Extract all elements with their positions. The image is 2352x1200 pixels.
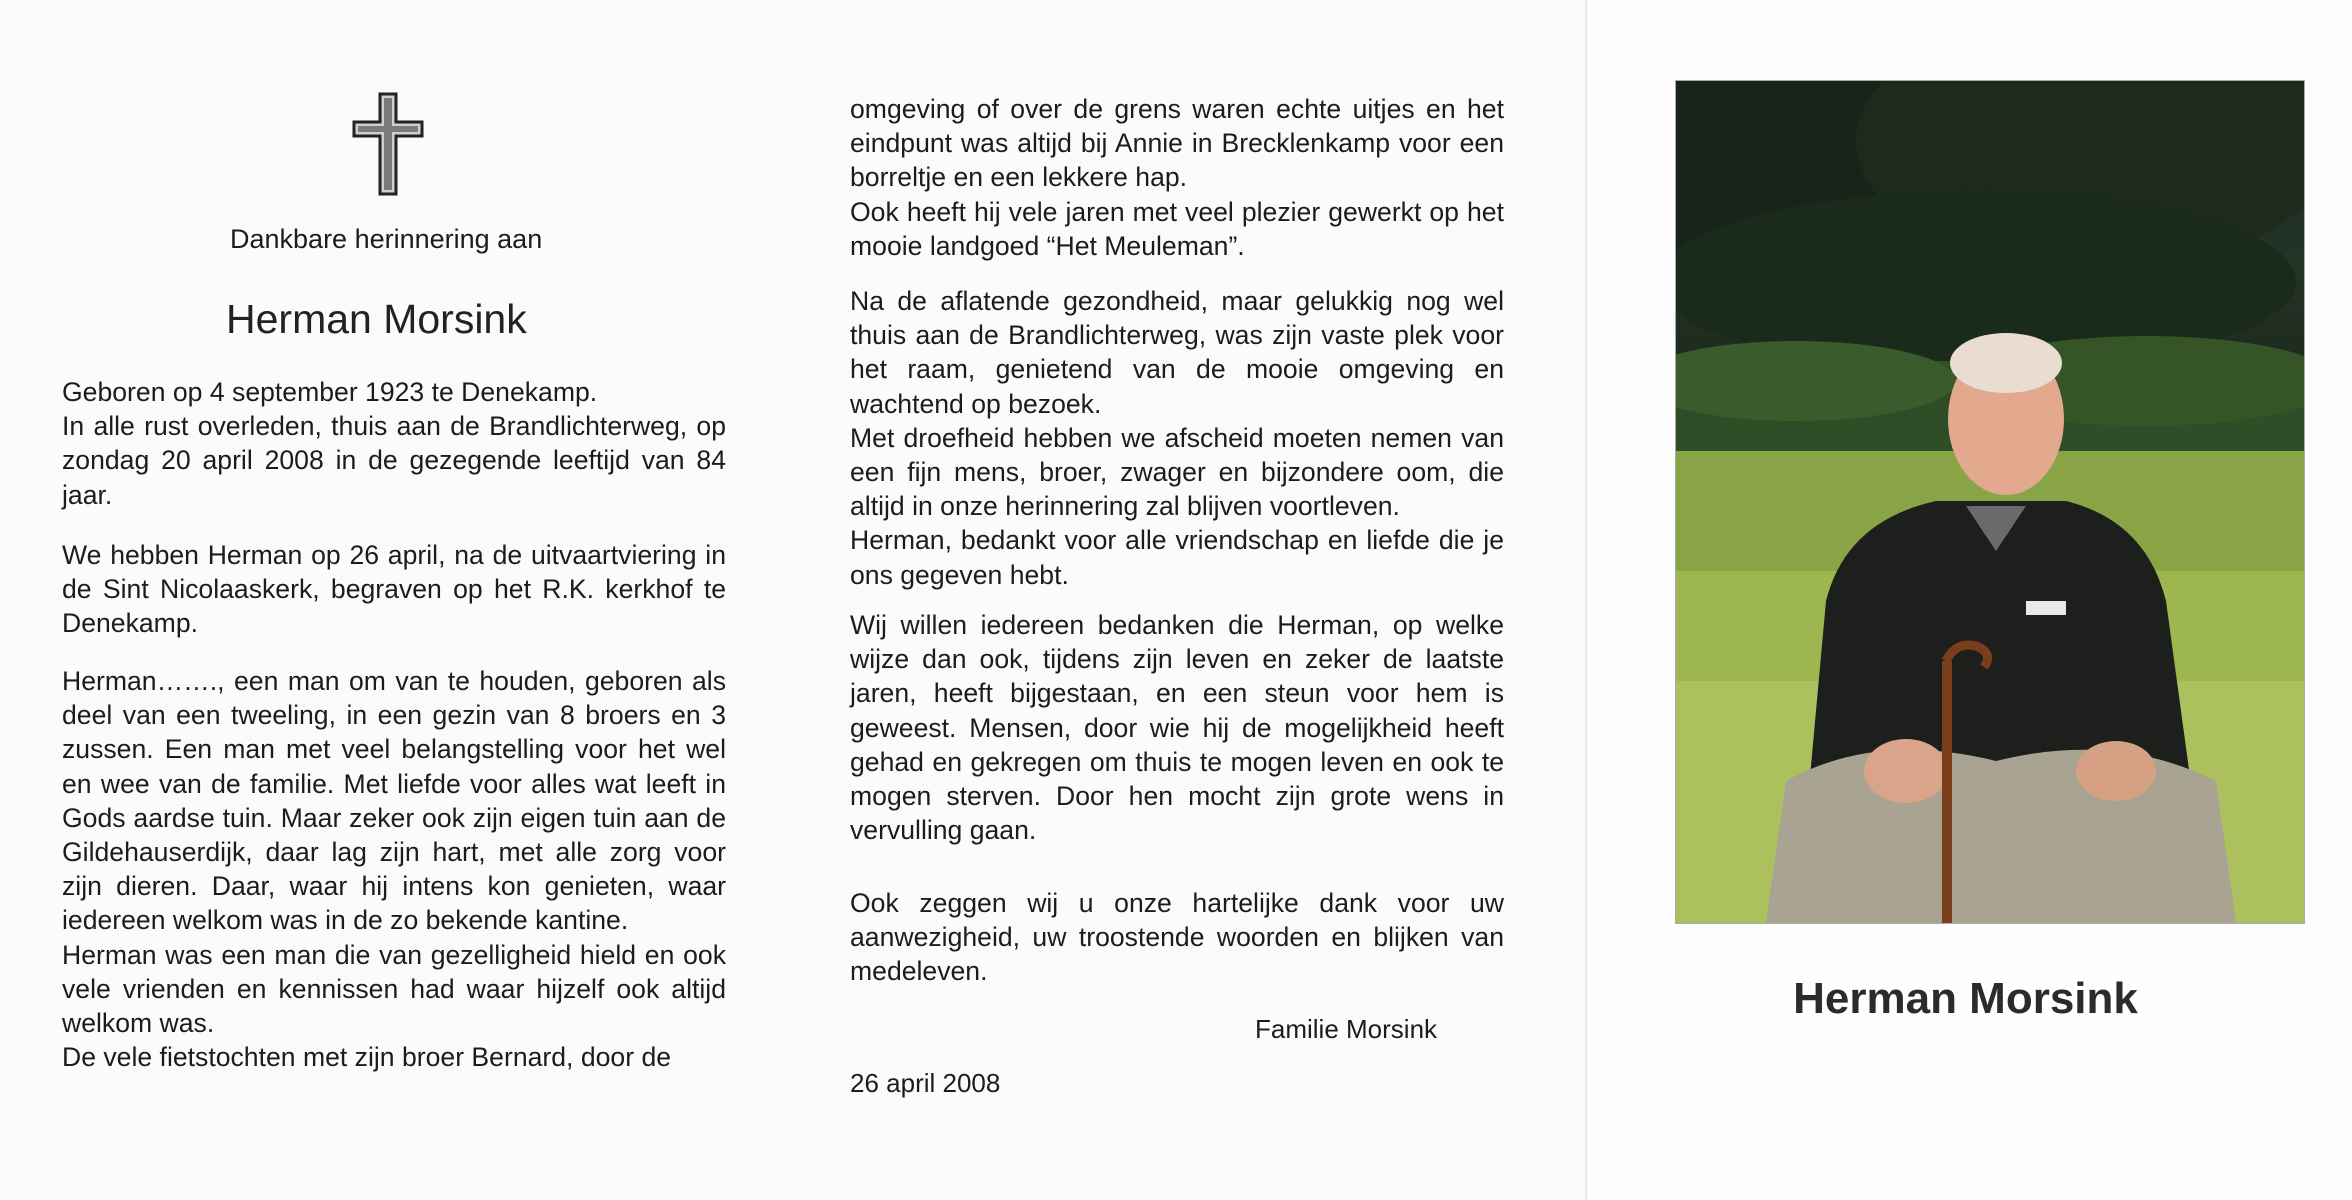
left-panel <box>0 0 780 1200</box>
trips-text: omgeving of over de grens waren echte uitjes en het eindpunt was altijd bij Annie in Brecklenkamp voor een borreltje en een lekkere hap. <box>850 94 1504 193</box>
gratitude-paragraph: Ook zeggen wij u onze hartelijke dank voor uw aanwezigheid, uw troostende woorden en blijken van medeleven. <box>850 888 1504 987</box>
right-panel <box>1587 0 2352 1200</box>
family-signature: Familie Morsink <box>1255 1014 1438 1044</box>
life-text-3: De vele fietstochten met zijn broer Bernard, door de <box>62 1042 672 1073</box>
cross-icon <box>352 92 424 196</box>
middle-panel <box>780 0 1587 1200</box>
deceased-name-heading: Herman Morsink <box>226 296 527 342</box>
sorrow-text: Met droefheid hebben we afscheid moeten nemen van een fijn mens, broer, zwager en bijzondere oom, die altijd in onze herinnering zal blijven voortleven. <box>850 422 1504 522</box>
death-line: In alle rust overleden, thuis aan de Brandlichterweg, op zondag 20 april 2008 in de gezegende leeftijd van 84 jaar. <box>62 411 726 510</box>
memorial-name: Herman Morsink <box>1793 974 2138 1023</box>
funeral-paragraph: We hebben Herman op 26 april, na de uitvaartviering in de Sint Nicolaaskerk, begraven op het R.K. kerkhof te Denekamp. <box>62 540 726 639</box>
birth-line: Geboren op 4 september 1923 te Denekamp. <box>62 377 598 407</box>
work-text: Ook heeft hij vele jaren met veel plezier gewerkt op het mooie landgoed “Het Meuleman”. <box>850 196 1504 261</box>
life-paragraph <box>62 664 726 1074</box>
farewell-paragraph <box>850 284 1504 592</box>
life-text-2: Herman was een man die van gezelligheid hield en ook vele vrienden en kennissen had waar hijzelf ook altijd welkom was. <box>62 939 726 1039</box>
health-text: Na de aflatende gezondheid, maar gelukkig nog wel thuis aan de Brandlichterweg, was zijn vaste plek voor het raam, genietend van de mooie omgeving en wachtend op bezoek. <box>850 286 1504 419</box>
birth-death-paragraph <box>62 375 726 512</box>
thanks-herman-text: Herman, bedankt voor alle vriendschap en liefde die je ons gegeven hebt. <box>850 525 1504 590</box>
card-date: 26 april 2008 <box>850 1068 1001 1098</box>
life-text-1: Herman……., een man om van te houden, geboren als deel van een tweeling, in een gezin van 8 broers en 3 zussen. Een man met veel belangstelling voor het wel en wee van de familie. Met liefde voor alles wat leeft in Gods aardse tuin. Maar zeker ook zijn eigen tuin aan de Gildehauserdijk, daar lag zijn hart, met alle zorg voor zijn dieren. Daar, waar hij intens kon genieten, waar iedereen welkom was in de zo bekende kantine. <box>62 666 726 936</box>
thanks-paragraph: Wij willen iedereen bedanken die Herman, op welke wijze dan ook, tijdens zijn leven en zeker de laatste jaren, heeft bijgestaan, en een steun voor hem is geweest. Mensen, door wie hij de mogelijkheid heeft gehad en gekregen om thuis te mogen leven en ook te mogen sterven. Door hen mocht zijn grote wens in vervulling gaan. <box>850 610 1504 846</box>
portrait-photo <box>1675 80 2305 924</box>
portrait-illustration <box>1676 81 2304 923</box>
trips-paragraph <box>850 92 1504 263</box>
intro-text: Dankbare herinnering aan <box>230 224 543 254</box>
